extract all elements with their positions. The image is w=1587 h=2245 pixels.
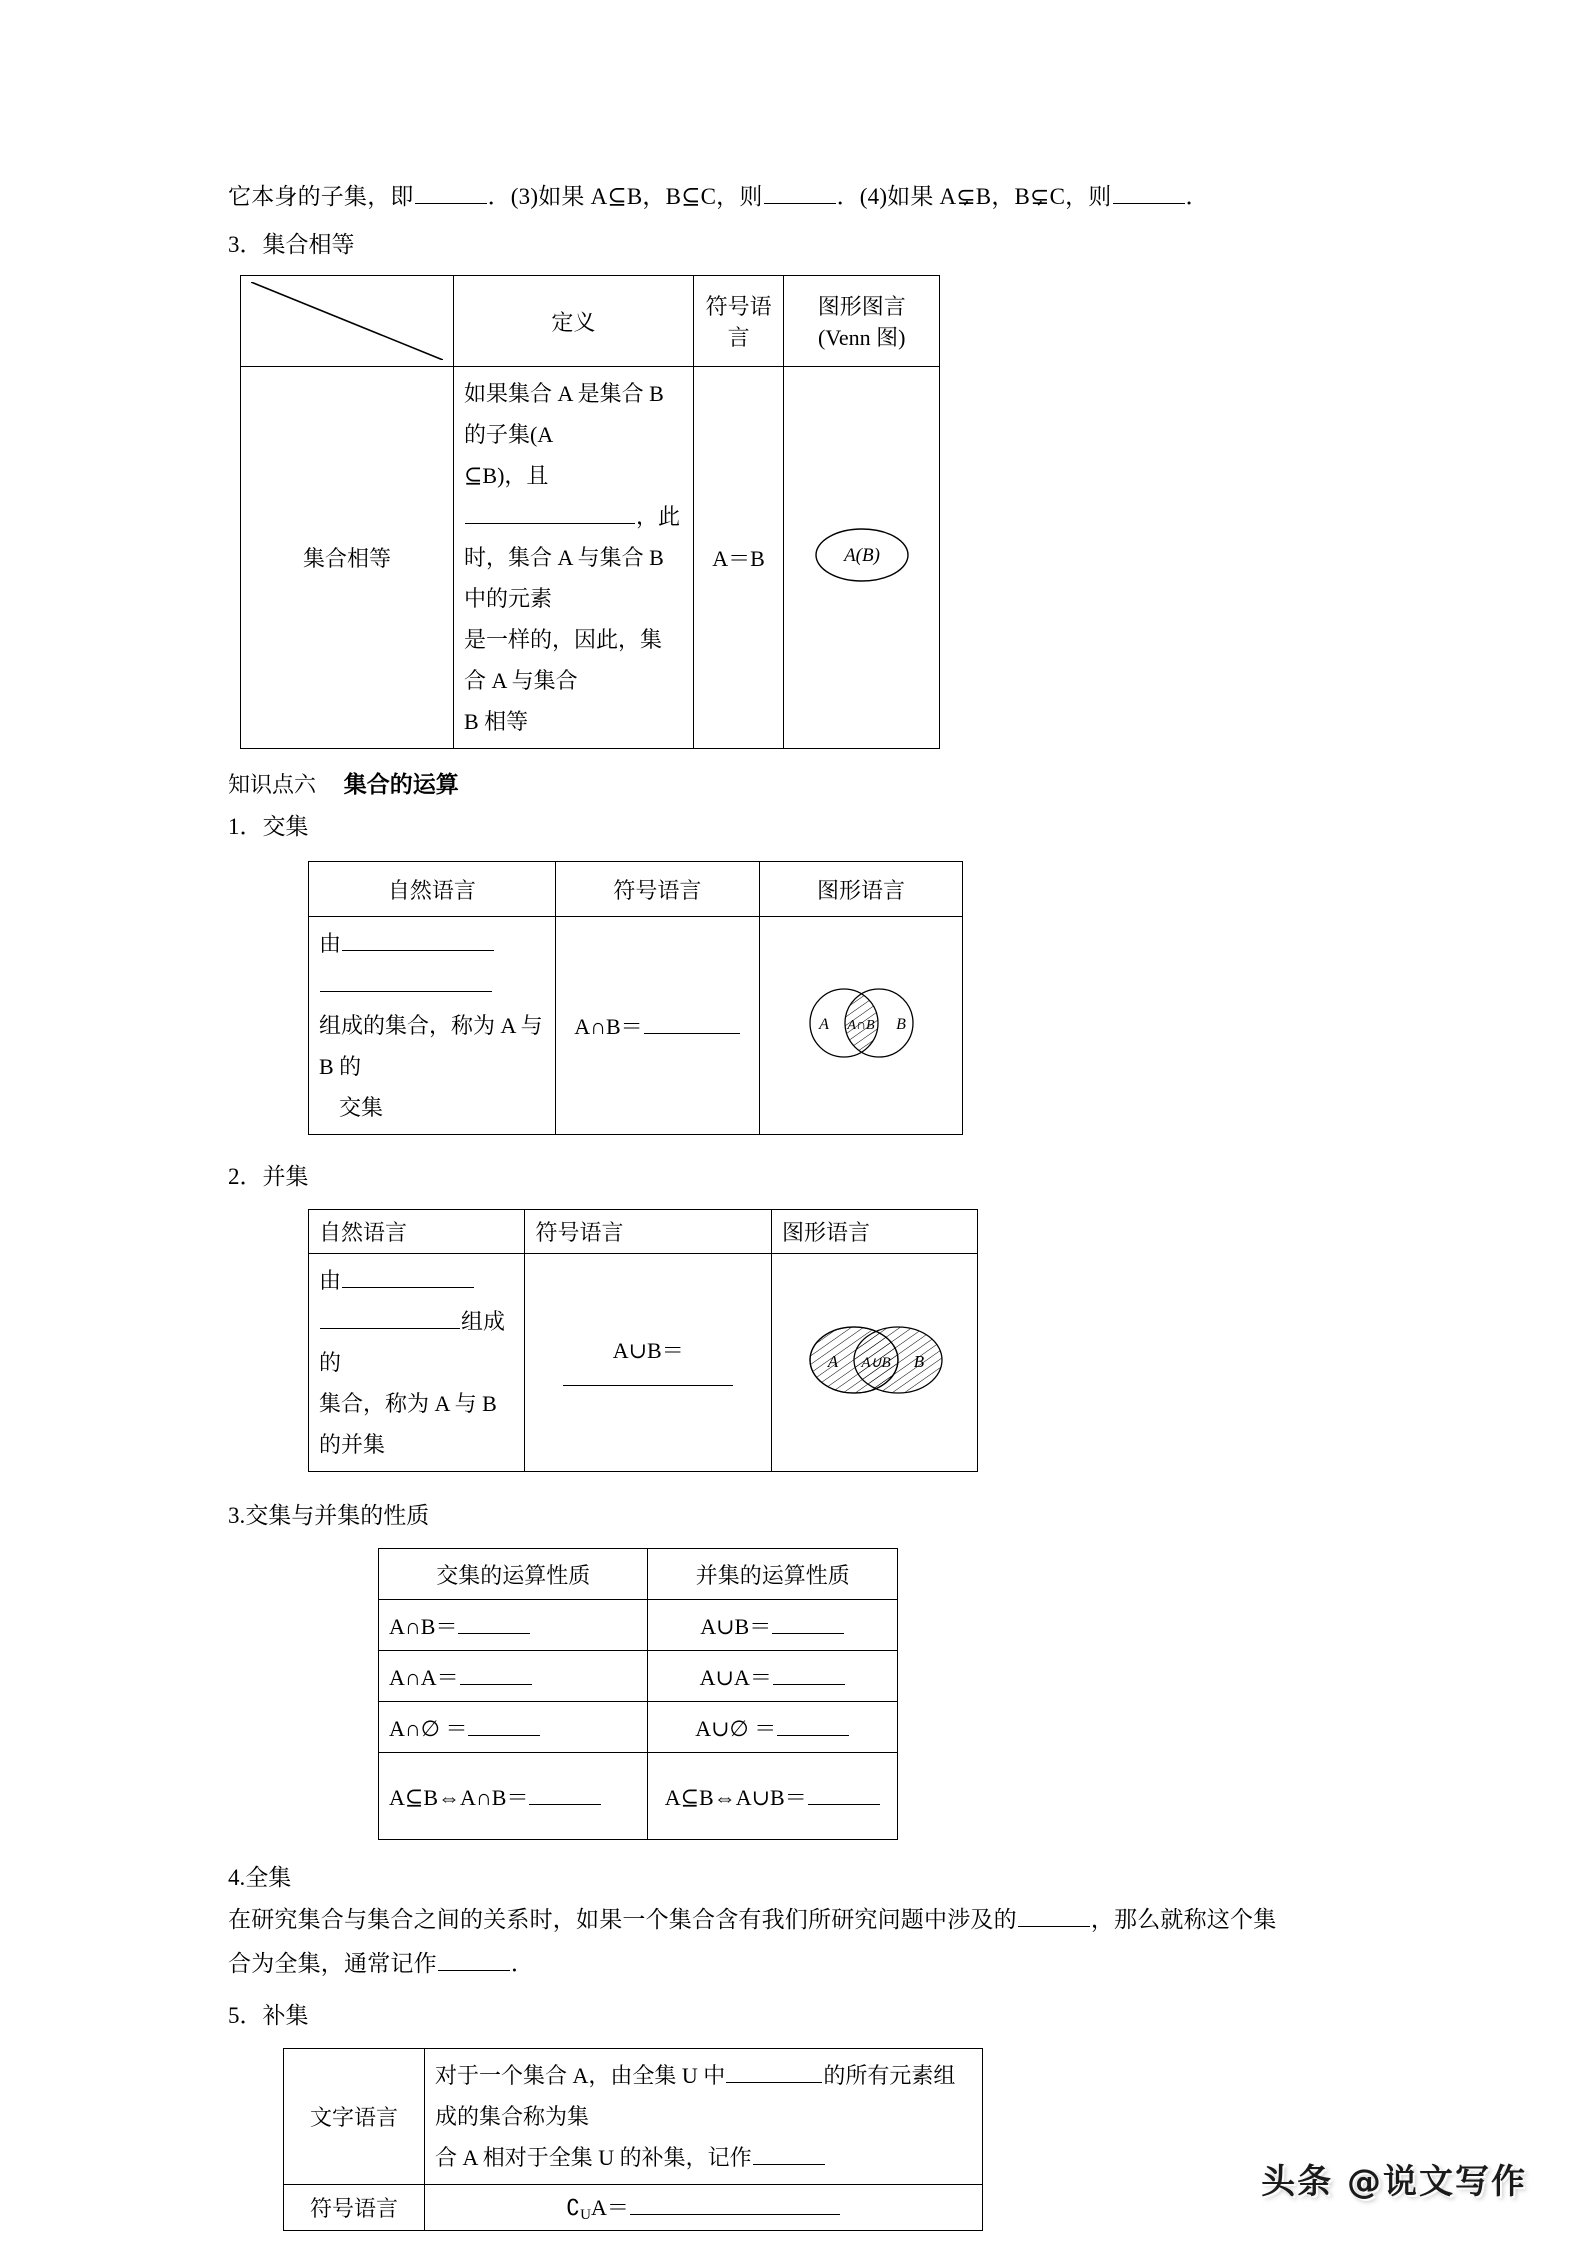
- cell-property-union-commutative: [648, 1600, 898, 1651]
- universal-blank-2: [438, 1950, 510, 1971]
- intersection-blank-1: [342, 930, 494, 951]
- table-row-symbol-language: [284, 2185, 983, 2231]
- section-intersection-heading: [228, 807, 1358, 847]
- table-row: [379, 1702, 898, 1753]
- cell-property-intersection-empty: [379, 1702, 648, 1753]
- header-natural-language: 自然语言: [309, 1210, 525, 1254]
- cell-property-union-subset: [648, 1753, 898, 1840]
- property-text: A∩A＝: [389, 1664, 459, 1690]
- venn-label-b: B: [914, 1351, 925, 1371]
- complement-blank-1: [726, 2062, 822, 2083]
- union-blank-1: [342, 1267, 474, 1288]
- cell-intersection-venn: [760, 917, 963, 1135]
- table-row: [379, 1753, 898, 1840]
- cell-intersection-natural: [309, 917, 556, 1135]
- header-intersection-properties: 交集的运算性质: [379, 1549, 648, 1600]
- complement-symbol-blank: [630, 2194, 840, 2215]
- cell-property-union-idempotent: [648, 1651, 898, 1702]
- cell-property-intersection-commutative: [379, 1600, 648, 1651]
- intro-blank-2: [764, 183, 836, 204]
- table-row-equality: [241, 367, 940, 749]
- cell-definition-text: [454, 367, 694, 749]
- universal-text-part1: 在研究集合与集合之间的关系时，如果一个集合含有我们所研究问题中涉及的: [228, 1907, 1017, 1932]
- section-intersection-title: 交集: [262, 814, 309, 839]
- union-natural-line2-tail: 组成的: [319, 1309, 506, 1375]
- table-complement: [283, 2048, 983, 2231]
- intro-blank-1: [415, 183, 487, 204]
- intro-seg4: ．: [1185, 184, 1209, 209]
- intersection-blank-2: [320, 971, 492, 992]
- section-union-title: 并集: [262, 1164, 309, 1189]
- cell-complement-text: [425, 2049, 983, 2185]
- section-3-heading: [228, 225, 1358, 265]
- complement-text-line-1: [435, 2055, 972, 2137]
- table-intersection: [308, 861, 963, 1135]
- cell-union-symbol: [525, 1254, 771, 1472]
- header-graphic-language: [784, 276, 940, 367]
- knowledge-point-6-title: 集合的运算: [343, 772, 459, 797]
- property-blank: [773, 1664, 845, 1685]
- complement-symbol-subscript: U: [580, 2207, 591, 2223]
- intersection-symbol-prefix: A∩B＝: [574, 1014, 643, 1039]
- intersection-natural-line-3: 组成的集合，称为 A 与 B 的: [319, 1013, 543, 1079]
- union-natural-line-2: [319, 1301, 514, 1383]
- header-graphic-language: 图形语言: [760, 862, 963, 917]
- property-blank: [777, 1715, 849, 1736]
- table-operation-properties: [378, 1548, 898, 1840]
- property-text: A∩∅ ＝: [389, 1715, 468, 1741]
- cell-venn-equality: [784, 367, 940, 749]
- venn-label-a-cap-b: A∩B: [847, 1017, 875, 1033]
- universal-blank-1: [1018, 1906, 1090, 1927]
- diagonal-header-cell: [241, 276, 454, 367]
- section-universal-heading: 4.全集: [228, 1865, 292, 1890]
- universal-text-part2: ，那么就称这个集: [1090, 1907, 1277, 1932]
- table-row-header: [379, 1549, 898, 1600]
- row-label-symbol-language: 符号语言: [284, 2185, 425, 2231]
- definition-line-2b: ，此: [636, 504, 681, 529]
- property-blank: [460, 1664, 532, 1685]
- header-graphic-language: 图形语言: [771, 1210, 977, 1254]
- header-symbol-language: 符号语言: [693, 276, 784, 367]
- header-definition: 定义: [454, 276, 694, 367]
- table-row-intersection-body: [309, 917, 963, 1135]
- cell-property-union-empty: [648, 1702, 898, 1753]
- complement-symbol-rest: A＝: [590, 2195, 629, 2220]
- property-text: A∪∅ ＝: [695, 1715, 777, 1741]
- cell-property-intersection-idempotent: [379, 1651, 648, 1702]
- intersection-natural-line-2: [319, 964, 545, 1005]
- complement-blank-2: [753, 2144, 825, 2165]
- complement-symbol-c: ∁: [566, 2195, 581, 2220]
- table-row-union-body: [309, 1254, 978, 1472]
- property-blank: [529, 1784, 601, 1805]
- diagonal-line-icon: [251, 282, 443, 360]
- section-3-title: 集合相等: [262, 232, 355, 257]
- intersection-natural-prefix: 由: [319, 931, 342, 956]
- intersection-natural-line-1: [319, 923, 545, 964]
- venn-label-a-cup-b: A∪B: [861, 1354, 892, 1371]
- definition-line-4: 是一样的，因此，集合 A 与集合: [464, 627, 663, 693]
- complement-text-part2: 的所有元素组成的集合称为集: [435, 2063, 956, 2129]
- intro-blank-3: [1113, 183, 1185, 204]
- definition-line-2: [464, 455, 683, 537]
- universal-paragraph-line-2: [228, 1942, 1358, 1986]
- venn-label-a: A: [819, 1015, 829, 1033]
- cell-union-natural: [309, 1254, 525, 1472]
- property-blank: [772, 1613, 844, 1634]
- intro-seg3: ．(4)如果 A⊊B，B⊊C，则: [836, 184, 1112, 209]
- property-text: A∪A＝: [699, 1664, 772, 1690]
- complement-text-part3: 合 A 相对于全集 U 的补集，记作: [435, 2145, 752, 2170]
- property-blank: [468, 1715, 540, 1736]
- table-set-equality: [240, 275, 940, 749]
- section-union-number: 2．: [228, 1164, 263, 1189]
- table-row: [379, 1600, 898, 1651]
- venn-diagram-equality: [794, 513, 929, 603]
- table-union: [308, 1209, 978, 1472]
- section-intersection-number: 1．: [228, 814, 263, 839]
- header-symbol-language: 符号语言: [555, 862, 759, 917]
- universal-text-part4: ．: [510, 1951, 535, 1976]
- venn-diagram-union: [782, 1307, 967, 1419]
- intersection-natural-line-4: 交集: [339, 1095, 384, 1120]
- property-text: A∪B＝: [700, 1613, 772, 1639]
- cell-property-intersection-subset: [379, 1753, 648, 1840]
- venn-intersection-icon: [776, 980, 946, 1066]
- venn-union-icon: [786, 1313, 962, 1407]
- definition-line-5: B 相等: [464, 709, 529, 734]
- union-symbol-prefix: A∪B＝: [612, 1337, 684, 1363]
- venn-label-a: A: [828, 1351, 839, 1371]
- property-blank: [808, 1784, 880, 1805]
- definition-line-3: 时，集合 A 与集合 B 中的元素: [464, 545, 664, 611]
- definition-blank: [465, 503, 635, 524]
- universal-paragraph-line-1: [228, 1898, 1358, 1942]
- cell-symbol-a-equals-b: A＝B: [693, 367, 784, 749]
- table-row-header: [309, 862, 963, 917]
- table-row-header: [241, 276, 940, 367]
- property-blank: [458, 1613, 530, 1634]
- section-complement-number: 5．: [228, 2003, 263, 2028]
- section-complement-title: 补集: [262, 2003, 309, 2028]
- universal-text-part3: 合为全集，通常记作: [228, 1951, 437, 1976]
- cell-intersection-symbol: [555, 917, 759, 1135]
- watermark: 头条 @说文写作: [1261, 2162, 1527, 2202]
- knowledge-point-6-heading: [228, 763, 1358, 807]
- property-text: A⊆B⇔A∩B＝: [389, 1784, 529, 1810]
- union-natural-line-1: [319, 1260, 514, 1301]
- cell-complement-symbol: [425, 2185, 983, 2231]
- property-text: A∩B＝: [389, 1613, 458, 1639]
- union-blank-2: [320, 1308, 460, 1329]
- table-row-text-language: [284, 2049, 983, 2185]
- knowledge-point-6-label: 知识点六: [228, 772, 317, 797]
- definition-line-1: 如果集合 A 是集合 B 的子集(A: [464, 381, 664, 447]
- cell-union-venn: [771, 1254, 977, 1472]
- venn-label-ab: A(B): [843, 544, 880, 566]
- section-complement-heading: [228, 1996, 1358, 2036]
- union-natural-prefix: 由: [319, 1268, 342, 1293]
- venn-single-ellipse-icon: [798, 519, 926, 591]
- complement-text-line-2: [435, 2137, 972, 2178]
- union-natural-line-3: 集合，称为 A 与 B 的并集: [319, 1391, 497, 1457]
- row-label-text-language: 文字语言: [284, 2049, 425, 2185]
- property-text: A⊆B⇔A∪B＝: [664, 1784, 807, 1810]
- intro-prefix: 它本身的子集，即: [228, 184, 414, 209]
- header-graphic-line2: (Venn 图): [818, 325, 906, 350]
- complement-text-part1: 对于一个集合 A，由全集 U 中: [435, 2063, 726, 2088]
- document-content: [228, 175, 1358, 2231]
- section-union-heading: [228, 1157, 1358, 1197]
- venn-label-b: B: [896, 1015, 906, 1033]
- table-row-header: [309, 1210, 978, 1254]
- union-symbol-blank: [563, 1365, 733, 1386]
- header-union-properties: 并集的运算性质: [648, 1549, 898, 1600]
- table-row: [379, 1651, 898, 1702]
- header-natural-language: 自然语言: [309, 862, 556, 917]
- section-properties-heading: 3.交集与并集的性质: [228, 1503, 430, 1528]
- header-graphic-line1: 图形图言: [817, 294, 906, 319]
- header-symbol-language: 符号语言: [525, 1210, 771, 1254]
- intro-seg2: ．(3)如果 A⊆B，B⊆C，则: [487, 184, 763, 209]
- section-3-number: 3．: [228, 232, 263, 257]
- venn-diagram-intersection: [770, 974, 952, 1078]
- intersection-symbol-blank: [644, 1013, 740, 1034]
- definition-line-2a: ⊆B)，且: [464, 463, 549, 488]
- row-label-set-equality: 集合相等: [241, 367, 454, 749]
- intro-paragraph: [228, 175, 1358, 219]
